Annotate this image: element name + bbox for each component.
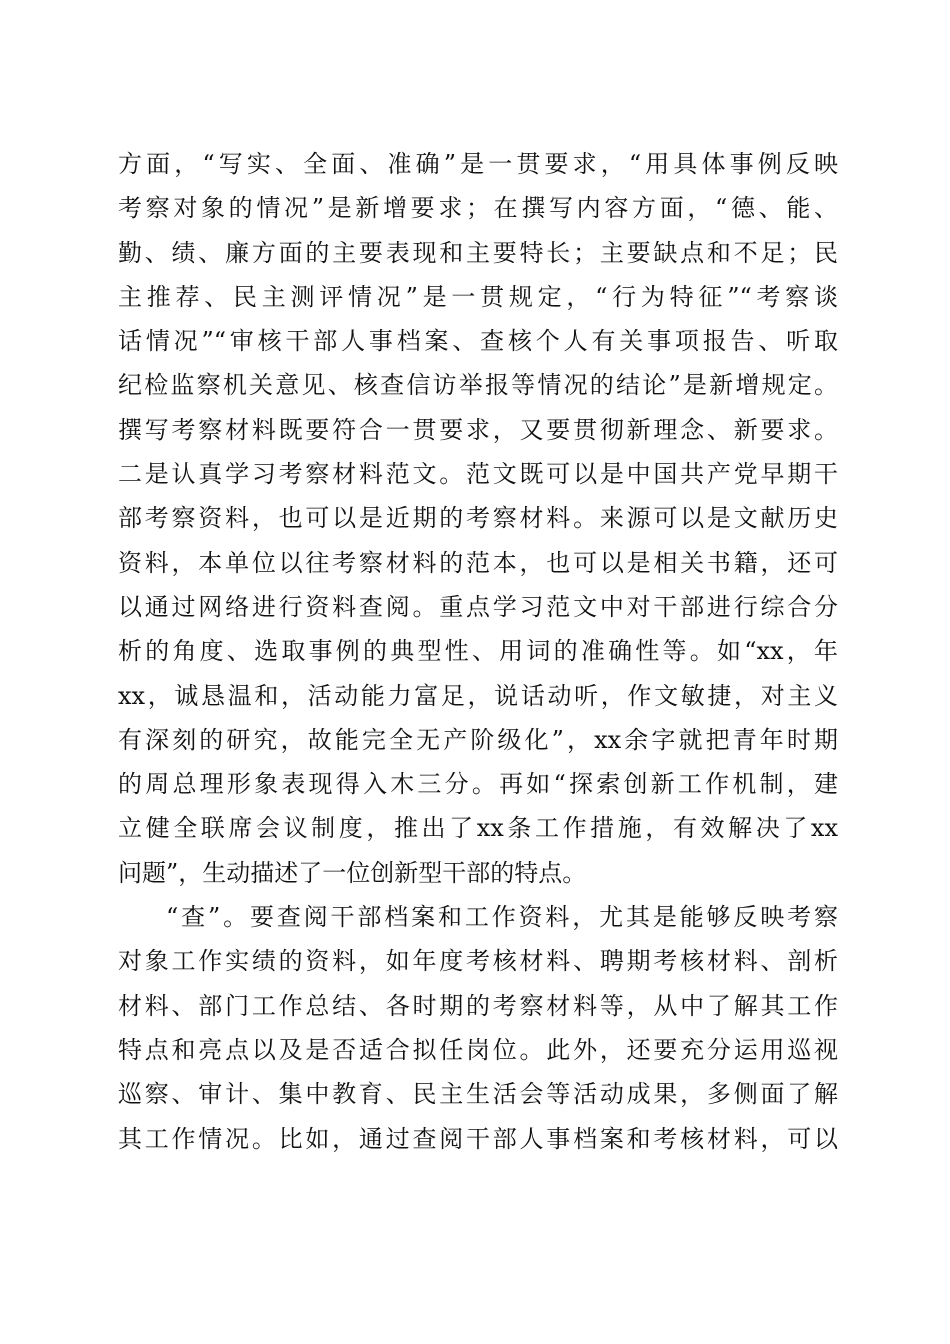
text-line: 以通过网络进行资料查阅。重点学习范文中对干部进行综合分	[118, 592, 838, 621]
text-line: 材料、部门工作总结、各时期的考察材料等，从中了解其工作	[118, 991, 838, 1020]
text-line: 问题”，生动描述了一位创新型干部的特点。	[118, 858, 587, 887]
text-line: 析的角度、选取事例的典型性、用词的准确性等。如“xx，年	[118, 637, 838, 666]
text-line: “查”。要查阅干部档案和工作资料，尤其是能够反映考察	[166, 903, 838, 932]
text-line: 的周总理形象表现得入木三分。再如“探索创新工作机制，建	[118, 770, 838, 799]
text-line: 立健全联席会议制度，推出了xx条工作措施，有效解决了xx	[118, 814, 838, 843]
text-line: 其工作情况。比如，通过查阅干部人事档案和考核材料，可以	[118, 1124, 838, 1153]
text-line: 方面，“写实、全面、准确”是一贯要求，“用具体事例反映	[118, 150, 838, 178]
text-line: 撰写考察材料既要符合一贯要求，又要贯彻新理念、新要求。	[118, 415, 838, 444]
text-line: 部考察资料，也可以是近期的考察材料。来源可以是文献历史	[118, 504, 838, 533]
text-line: 纪检监察机关意见、核查信访举报等情况的结论”是新增规定。	[118, 371, 838, 400]
text-line: 勤、绩、廉方面的主要表现和主要特长；主要缺点和不足；民	[118, 238, 838, 267]
paragraph-1	[118, 142, 838, 895]
text-line: 对象工作实绩的资料，如年度考核材料、聘期考核材料、剖析	[118, 947, 838, 976]
paragraph-2	[118, 895, 838, 1161]
text-line: 特点和亮点以及是否适合拟任岗位。此外，还要充分运用巡视	[118, 1035, 838, 1064]
text-line: 巡察、审计、集中教育、民主生活会等活动成果，多侧面了解	[118, 1080, 838, 1109]
text-line: 二是认真学习考察材料范文。范文既可以是中国共产党早期干	[118, 460, 838, 489]
text-line: 资料，本单位以往考察材料的范本，也可以是相关书籍，还可	[118, 548, 838, 577]
text-line: 有深刻的研究，故能完全无产阶级化”，xx余字就把青年时期	[118, 725, 838, 754]
text-line: 考察对象的情况”是新增要求；在撰写内容方面，“德、能、	[118, 194, 838, 223]
text-line: 主推荐、民主测评情况”是一贯规定，“行为特征”“考察谈	[118, 282, 838, 311]
text-line: 话情况”“审核干部人事档案、查核个人有关事项报告、听取	[118, 327, 838, 356]
body-text	[118, 142, 838, 1161]
text-line: xx，诚恳温和，活动能力富足，说话动听，作文敏捷，对主义	[118, 681, 838, 710]
